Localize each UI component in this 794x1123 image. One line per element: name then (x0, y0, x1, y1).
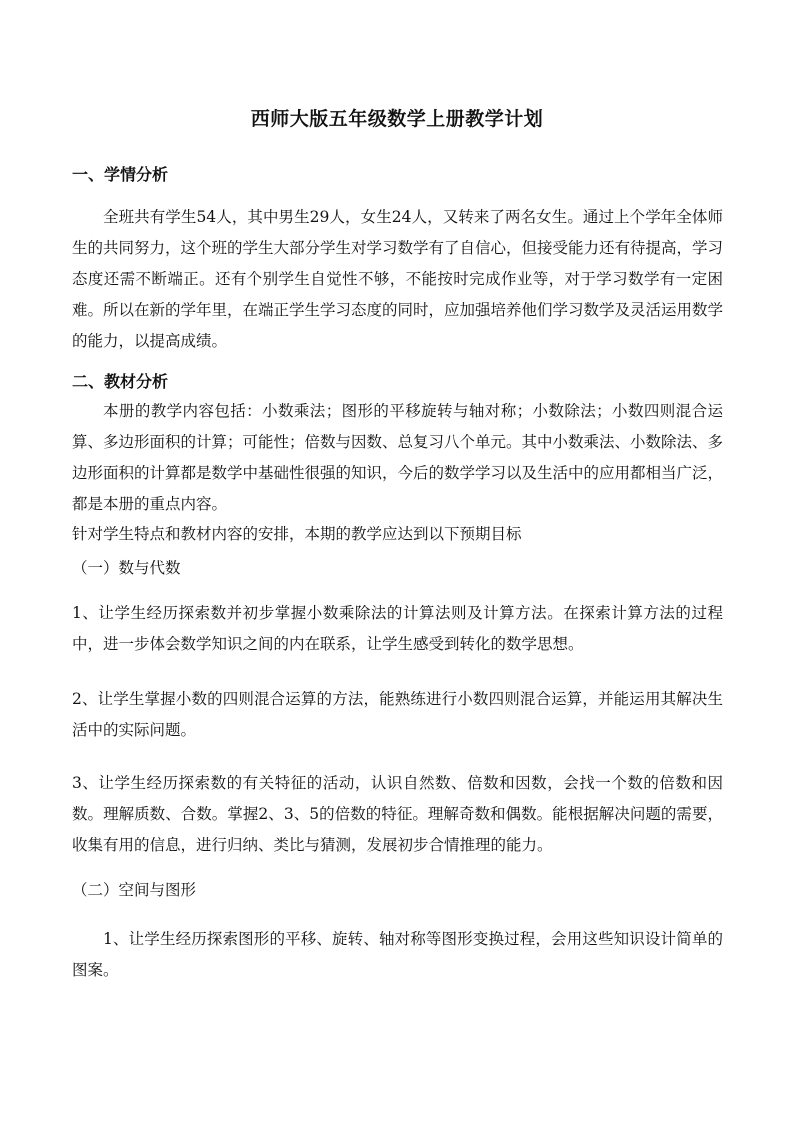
section-body-student-analysis: 全班共有学生54人，其中男生29人，女生24人，又转来了两名女生。通过上个学年全体师生的共同努力，这个班的学生大部分学生对学习数学有了自信心，但接受能力还有待提高，学习态度还需不断端正。还有个别学生自觉性不够，不能按时完成作业等，对于学习数学有一定困难。所以在新的学年里，在端正学生学习态度的同时，应加强培养他们学习数学及灵活运用数学的能力，以提高成绩。 (72, 208, 724, 350)
subheading-space-shape: （二）空间与图形 (72, 881, 197, 899)
document-title: 西师大版五年级数学上册教学计划 (250, 108, 544, 130)
goals-intro: 针对学生特点和教材内容的安排，本期的教学应达到以下预期目标 (72, 525, 522, 543)
goal-item-1: 1、让学生经历探索数并初步掌握小数乘除法的计算法则及计算方法。在探索计算方法的过程中，进一步体会数学知识之间的内在联系，让学生感受到转化的数学思想。 (72, 604, 723, 653)
shape-goal-item-1: 1、让学生经历探索图形的平移、旋转、轴对称等图形变换过程，会用这些知识设计简单的图案。 (72, 930, 723, 979)
goal-item-3: 3、让学生经历探索数的有关特征的活动，认识自然数、倍数和因数，会找一个数的倍数和因数。理解质数、合数。掌握2、3、5的倍数的特征。理解奇数和偶数。能根据解决问题的需要，收集有用的信息，进行归纳、类比与猜测，发展初步合情推理的能力。 (72, 774, 723, 854)
section-body-textbook-analysis: 本册的教学内容包括：小数乘法；图形的平移旋转与轴对称；小数除法；小数四则混合运算、多边形面积的计算；可能性；倍数与因数、总复习八个单元。其中小数乘法、小数除法、多边形面积的计算都是数学中基础性很强的知识，今后的数学学习以及生活中的应用都相当广泛，都是本册的重点内容。 (72, 402, 724, 513)
subheading-number-algebra: （一）数与代数 (72, 559, 181, 577)
section-heading-student-analysis: 一、学情分析 (72, 165, 169, 184)
goal-item-2: 2、让学生掌握小数的四则混合运算的方法，能熟练进行小数四则混合运算，并能运用其解决生活中的实际问题。 (72, 690, 723, 739)
section-heading-textbook-analysis: 二、教材分析 (72, 372, 169, 391)
